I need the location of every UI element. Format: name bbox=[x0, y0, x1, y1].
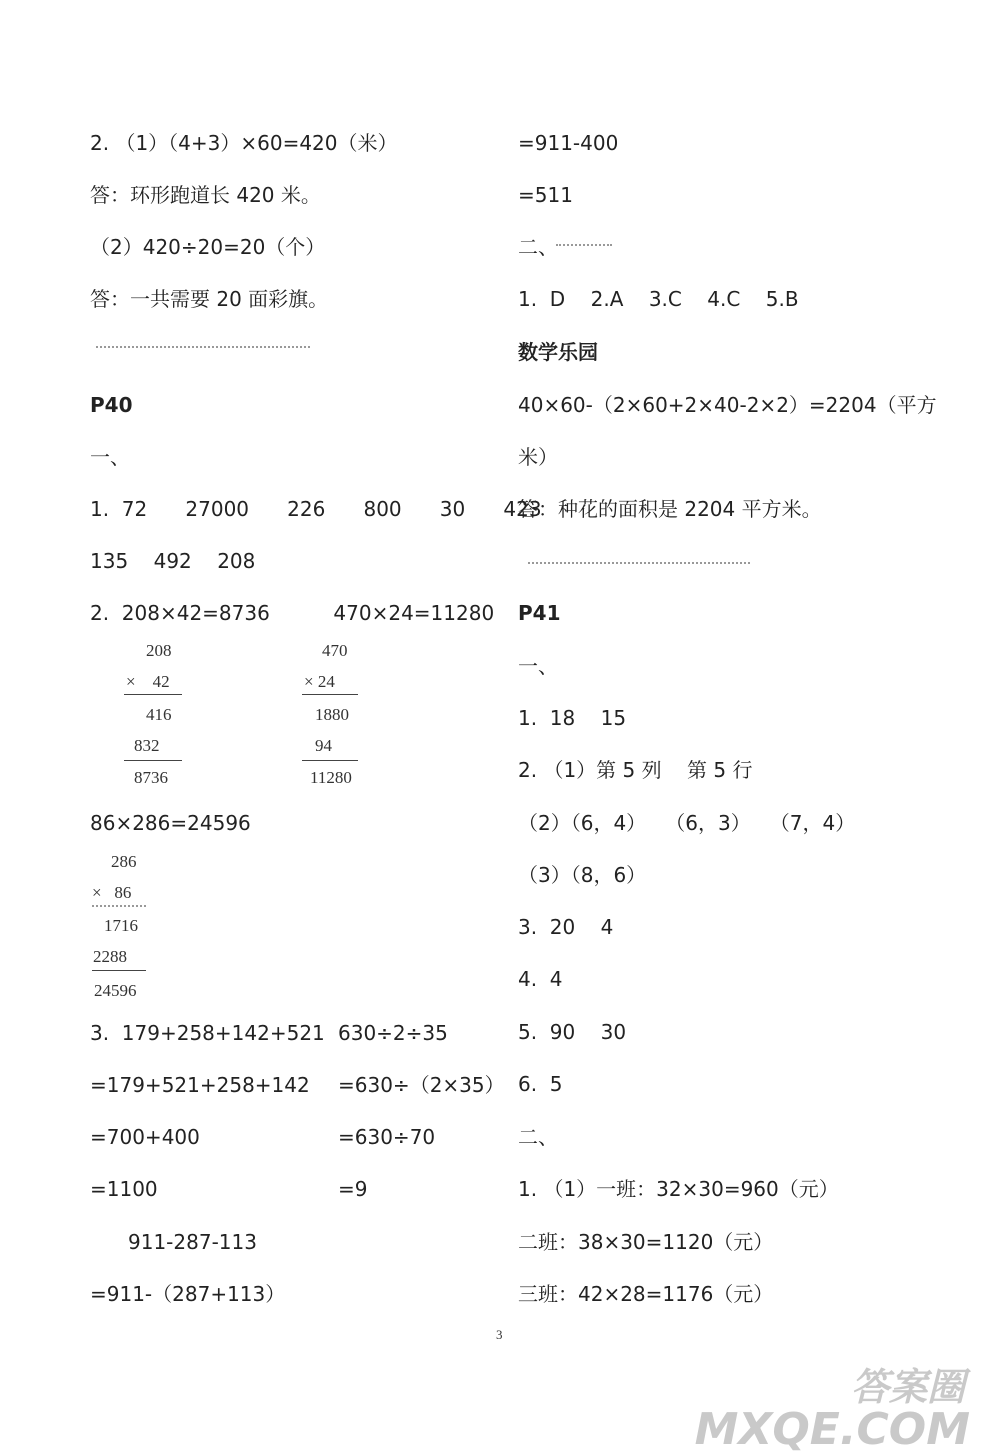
q2-part2-line: （2）420÷20=20（个） bbox=[90, 235, 326, 259]
p41-q6: 6. 5 bbox=[518, 1072, 563, 1096]
q2-part1-answer: 答：环形跑道长 420 米。 bbox=[90, 183, 321, 207]
q2-part2-answer: 答：一共需要 20 面彩旗。 bbox=[90, 287, 329, 311]
p40-q1-row1: 1. 72 27000 226 800 30 423 bbox=[90, 497, 542, 521]
p41-q2-3: （3）（8，6） bbox=[518, 863, 647, 887]
scan-noise-mark bbox=[556, 244, 612, 248]
p40-q3-line1: 3. 179+258+142+521 bbox=[90, 1021, 325, 1045]
garden-formula-unit: 米） bbox=[518, 445, 558, 469]
p41-q2-2: （2）（6，4） （6，3） （7，4） bbox=[518, 811, 856, 835]
watermark-bottom-text: MXQE.COM bbox=[694, 1404, 970, 1452]
p40-q3-line5: 911-287-113 bbox=[128, 1230, 257, 1254]
right-line-911-400: =911-400 bbox=[518, 131, 619, 155]
p41-q5: 5. 90 30 bbox=[518, 1020, 627, 1044]
p41-class-three: 三班：42×28=1176（元） bbox=[518, 1282, 774, 1306]
part-two-label: 二、 bbox=[518, 235, 558, 259]
p41-q2-1: 2. （1）第 5 列 第 5 行 bbox=[518, 758, 753, 782]
p41-class-two: 二班：38×30=1120（元） bbox=[518, 1230, 774, 1254]
scan-noise-divider bbox=[96, 346, 310, 350]
choice-answers: 1. D 2.A 3.C 4.C 5.B bbox=[518, 287, 799, 311]
p41-q4: 4. 4 bbox=[518, 967, 563, 991]
p40-q3-right-line3: =630÷70 bbox=[338, 1125, 436, 1149]
scan-noise-divider-right bbox=[528, 562, 750, 566]
q2-part1-line: 2. （1）（4+3）×60=420（米） bbox=[90, 131, 398, 155]
p40-q3-right-line1: 630÷2÷35 bbox=[338, 1021, 448, 1045]
p41-part-one-label: 一、 bbox=[518, 654, 558, 678]
p41-part-two-label: 二、 bbox=[518, 1125, 558, 1149]
p40-q3-right-line4: =9 bbox=[338, 1177, 368, 1201]
watermark-top-text: 答案圈 bbox=[850, 1365, 966, 1409]
right-line-511: =511 bbox=[518, 183, 573, 207]
p40-q1-row2: 135 492 208 bbox=[90, 549, 256, 573]
p41-q3: 3. 20 4 bbox=[518, 915, 614, 939]
site-watermark-logo bbox=[598, 1364, 994, 1452]
p40-q2-line: 2. 208×42=8736 470×24=11280 bbox=[90, 601, 495, 625]
p40-q3-line3: =700+400 bbox=[90, 1125, 200, 1149]
part-one-label: 一、 bbox=[90, 445, 130, 469]
section-heading-math-garden: 数学乐园 bbox=[518, 340, 598, 364]
garden-formula: 40×60-（2×60+2×40-2×2）=2204（平方 bbox=[518, 393, 937, 417]
p40-q3-line2: =179+521+258+142 bbox=[90, 1073, 310, 1097]
p40-q3-line6: =911-（287+113） bbox=[90, 1282, 286, 1306]
section-heading-p41: P41 bbox=[518, 601, 561, 625]
p40-q2-second-line: 86×286=24596 bbox=[90, 811, 251, 835]
garden-answer: 答：种花的面积是 2204 平方米。 bbox=[518, 497, 822, 521]
section-heading-p40: P40 bbox=[90, 393, 133, 417]
page-number: 3 bbox=[496, 1327, 503, 1342]
p40-q3-right-line2: =630÷（2×35） bbox=[338, 1073, 505, 1097]
p41-class-one: 1. （1）一班：32×30=960（元） bbox=[518, 1177, 839, 1201]
p41-q1: 1. 18 15 bbox=[518, 706, 627, 730]
p40-q3-line4: =1100 bbox=[90, 1177, 158, 1201]
